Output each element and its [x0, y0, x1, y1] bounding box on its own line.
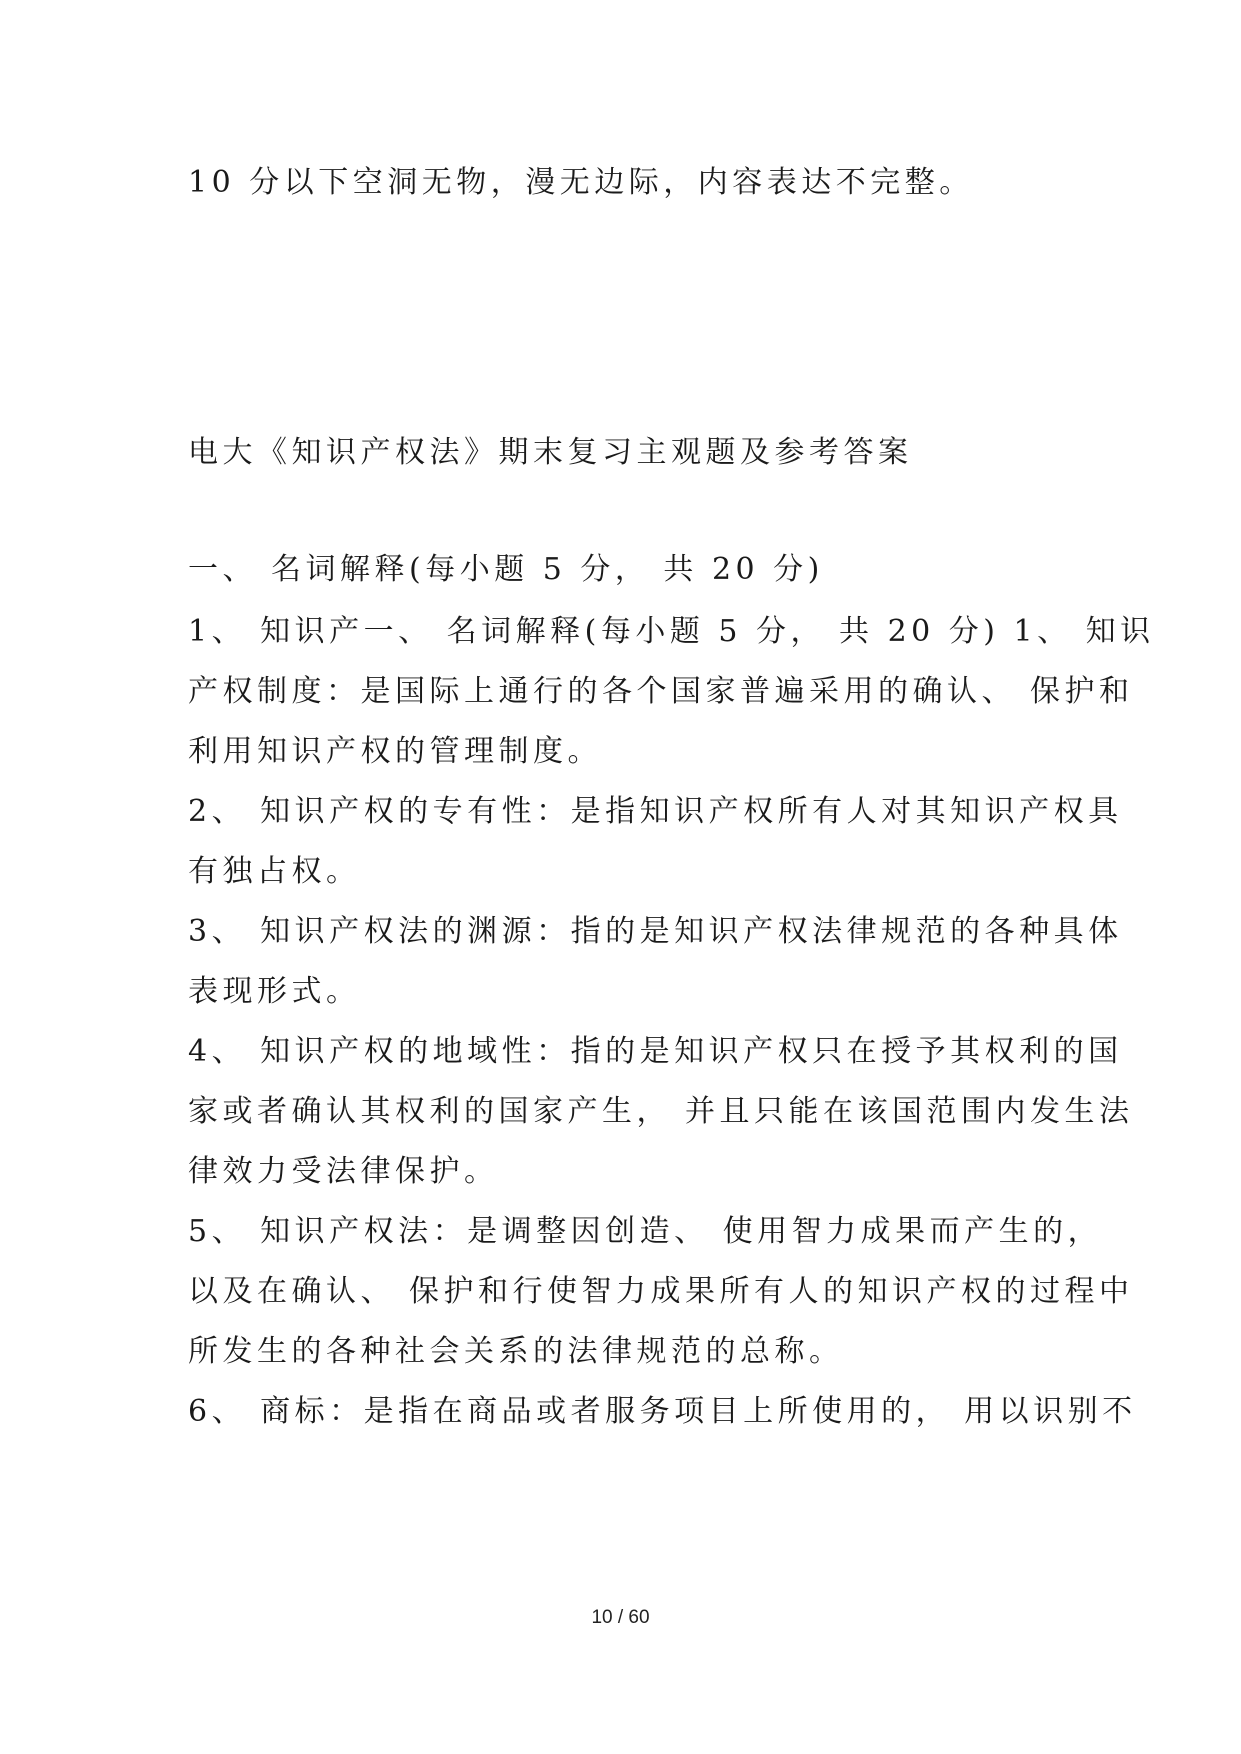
page-number: 10 / 60: [591, 1607, 650, 1628]
intro-line: 10 分以下空洞无物，漫无边际，内容表达不完整。: [188, 165, 974, 200]
text-line: 5、 知识产权法：是调整因创造、 使用智力成果而产生的，: [188, 1214, 1103, 1249]
text-line: 4、 知识产权的地域性：指的是知识产权只在授予其权利的国: [188, 1034, 1123, 1069]
text-line: 表现形式。: [188, 974, 361, 1009]
text-line: 家或者确认其权利的国家产生， 并且只能在该国范围内发生法: [188, 1094, 1134, 1129]
document-title: 电大《知识产权法》期末复习主观题及参考答案: [188, 435, 913, 470]
text-line: 有独占权。: [188, 854, 361, 889]
text-line: 6、 商标：是指在商品或者服务项目上所使用的， 用以识别不: [188, 1394, 1137, 1429]
text-line: 产权制度：是国际上通行的各个国家普遍采用的确认、 保护和: [188, 674, 1134, 709]
text-line: 所发生的各种社会关系的法律规范的总称。: [188, 1334, 844, 1369]
text-line: 3、 知识产权法的渊源：指的是知识产权法律规范的各种具体: [188, 914, 1123, 949]
text-line: 以及在确认、 保护和行使智力成果所有人的知识产权的过程中: [188, 1274, 1134, 1309]
text-line: 2、 知识产权的专有性：是指知识产权所有人对其知识产权具: [188, 794, 1123, 829]
text-line: 利用知识产权的管理制度。: [188, 734, 602, 769]
text-line: 律效力受法律保护。: [188, 1154, 499, 1189]
text-line: 1、 知识产一、 名词解释(每小题 5 分， 共 20 分) 1、 知识: [188, 614, 1155, 649]
section-heading: 一、 名词解释(每小题 5 分， 共 20 分): [188, 552, 824, 587]
